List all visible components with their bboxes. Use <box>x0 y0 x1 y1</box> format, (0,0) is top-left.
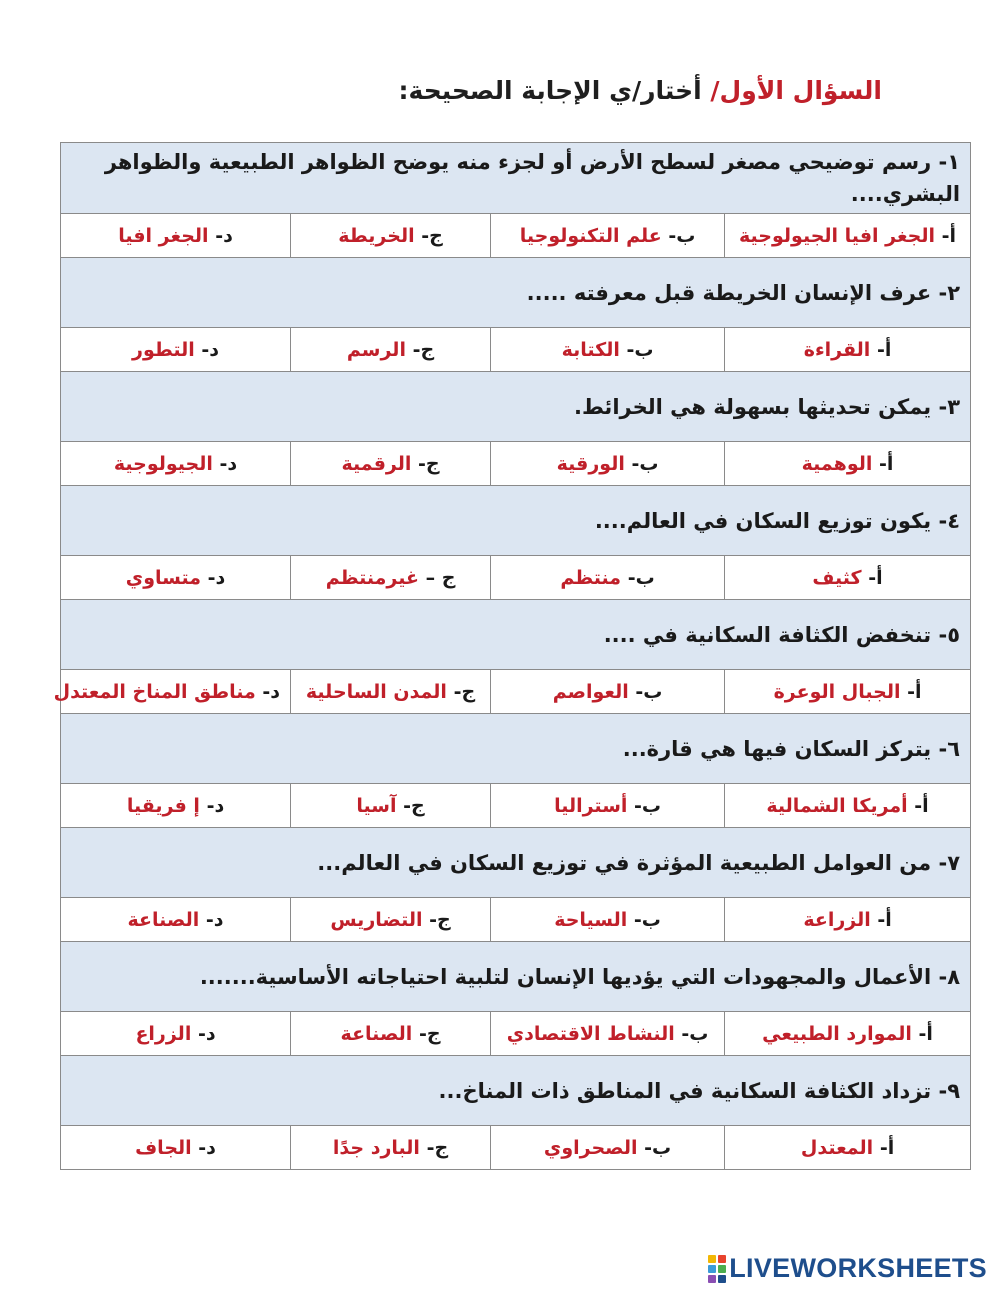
option-text: النشاط الاقتصادي <box>506 1022 675 1045</box>
brand-name: LIVEWORKSHEETS <box>729 1253 987 1283</box>
option-text: غيرمنتظم <box>325 566 419 589</box>
option-text: آسيا <box>356 794 397 817</box>
option-letter: ب- <box>627 566 655 589</box>
option-letter: ج – <box>425 566 456 589</box>
answer-option[interactable] <box>291 442 491 486</box>
question-text: ٤- يكون توزيع السكان في العالم.... <box>61 486 971 556</box>
option-text: الجغر افيا الجيولوجية <box>739 224 936 247</box>
option-letter: ج- <box>426 1136 449 1159</box>
answer-row <box>61 328 971 372</box>
answer-option[interactable] <box>291 328 491 372</box>
option-letter: ب- <box>633 908 661 931</box>
answer-option[interactable] <box>725 898 971 942</box>
question-text: ٦- يتركز السكان فيها هي قارة... <box>61 714 971 784</box>
option-letter: ب- <box>644 1136 672 1159</box>
answer-option[interactable] <box>291 1126 491 1170</box>
option-text: الصحراوي <box>543 1136 638 1159</box>
option-letter: ب- <box>668 224 696 247</box>
option-text: منتظم <box>560 566 622 589</box>
question-text: ٢- عرف الإنسان الخريطة قبل معرفته ..... <box>61 258 971 328</box>
answer-option[interactable] <box>61 214 291 258</box>
option-letter: ج- <box>418 452 440 475</box>
answer-option[interactable] <box>491 328 725 372</box>
answer-option[interactable] <box>61 556 291 600</box>
answer-option[interactable] <box>725 328 971 372</box>
question-row <box>61 1056 971 1126</box>
option-letter: ج- <box>429 908 451 931</box>
option-text: الخريطة <box>338 224 415 247</box>
option-text: الجاف <box>135 1136 192 1159</box>
option-letter: ج- <box>418 1022 441 1045</box>
option-text: المدن الساحلية <box>305 680 447 703</box>
heading-instruction: أختار/ي الإجابة الصحيحة: <box>398 76 702 105</box>
answer-option[interactable] <box>61 1126 291 1170</box>
option-letter: ب- <box>681 1022 709 1045</box>
option-text: أستراليا <box>554 794 628 817</box>
answer-option[interactable] <box>725 442 971 486</box>
option-text: التضاريس <box>330 908 423 931</box>
option-text: الزراعة <box>803 908 871 931</box>
answer-row <box>61 1126 971 1170</box>
option-letter: ب- <box>626 338 654 361</box>
answer-option[interactable] <box>725 1012 971 1056</box>
logo-icon <box>708 1255 726 1283</box>
answer-option[interactable] <box>491 556 725 600</box>
question-row <box>61 258 971 328</box>
question-text: ٣- يمكن تحديثها بسهولة هي الخرائط. <box>61 372 971 442</box>
option-letter: أ- <box>879 1136 895 1159</box>
option-letter: د- <box>197 1022 216 1045</box>
question-row <box>61 372 971 442</box>
answer-row <box>61 1012 971 1056</box>
option-text: أمريكا الشمالية <box>766 794 908 817</box>
option-text: الرسم <box>346 338 406 361</box>
option-letter: ب- <box>634 794 661 817</box>
option-text: الورقية <box>556 452 625 475</box>
question-text: ٧- من العوامل الطبيعية المؤثرة في توزيع السكان في العالم... <box>61 828 971 898</box>
option-letter: أ- <box>941 224 957 247</box>
option-text: مناطق المناخ المعتدل <box>53 680 256 703</box>
answer-row <box>61 784 971 828</box>
option-text: الصناعة <box>340 1022 413 1045</box>
option-text: الوهمية <box>801 452 873 475</box>
option-letter: ب- <box>631 452 659 475</box>
option-letter: د- <box>262 680 281 703</box>
answer-option[interactable] <box>53 670 291 714</box>
option-text: متساوي <box>125 566 201 589</box>
answer-option[interactable] <box>61 442 291 486</box>
answer-option[interactable] <box>61 784 291 828</box>
answer-option[interactable] <box>725 1126 971 1170</box>
option-letter: أ- <box>914 794 929 817</box>
option-letter: أ- <box>868 566 883 589</box>
answer-option[interactable] <box>61 1012 291 1056</box>
option-text: الكتابة <box>561 338 620 361</box>
answer-option[interactable] <box>291 670 491 714</box>
question-text: ١- رسم توضيحي مصغر لسطح الأرض أو لجزء منه يوضح الظواهر الطبيعية والظواهر البشري.... <box>61 143 971 214</box>
answer-option[interactable] <box>491 784 725 828</box>
question-text: ٩- تزداد الكثافة السكانية في المناطق ذات المناخ... <box>61 1056 971 1126</box>
option-letter: ب- <box>635 680 663 703</box>
option-text: العواصم <box>552 680 629 703</box>
answer-row <box>61 556 971 600</box>
question-row <box>61 714 971 784</box>
answer-option[interactable] <box>61 898 291 942</box>
option-letter: ج- <box>412 338 435 361</box>
question-text: ٥- تنخفض الكثافة السكانية في .... <box>61 600 971 670</box>
quiz-table <box>53 142 971 1170</box>
answer-option[interactable] <box>291 214 491 258</box>
option-text: كثيف <box>812 566 862 589</box>
option-letter: د- <box>215 224 233 247</box>
option-text: الجبال الوعرة <box>773 680 901 703</box>
option-letter: أ- <box>877 908 892 931</box>
option-text: علم التكنولوجيا <box>519 224 662 247</box>
answer-option[interactable] <box>491 898 725 942</box>
question-row <box>61 942 971 1012</box>
option-letter: أ- <box>907 680 922 703</box>
option-text: التطور <box>132 338 195 361</box>
option-letter: د- <box>198 1136 216 1159</box>
answer-row <box>61 898 971 942</box>
answer-option[interactable] <box>491 1126 725 1170</box>
answer-option[interactable] <box>725 214 971 258</box>
option-letter: ج- <box>403 794 425 817</box>
option-text: الصناعة <box>127 908 200 931</box>
answer-option[interactable] <box>291 898 491 942</box>
question-text: ٨- الأعمال والمجهودات التي يؤديها الإنسان لتلبية احتياجاته الأساسية....... <box>61 942 971 1012</box>
option-letter: أ- <box>876 338 892 361</box>
answer-option[interactable] <box>725 784 971 828</box>
page-heading <box>399 76 882 105</box>
option-letter: ج- <box>421 224 443 247</box>
question-row <box>61 486 971 556</box>
question-row <box>61 600 971 670</box>
option-letter: د- <box>201 338 220 361</box>
answer-row <box>61 670 971 714</box>
answer-option[interactable] <box>291 784 491 828</box>
option-letter: د- <box>206 794 225 817</box>
answer-option[interactable] <box>61 328 291 372</box>
option-letter: د- <box>205 908 224 931</box>
question-row <box>61 143 971 214</box>
heading-question-number: السؤال الأول/ <box>710 76 882 105</box>
liveworksheets-logo <box>708 1253 987 1284</box>
answer-option[interactable] <box>491 214 725 258</box>
answer-option[interactable] <box>491 1012 725 1056</box>
option-letter: ج- <box>453 680 476 703</box>
option-text: الجيولوجية <box>113 452 213 475</box>
option-text: الزراع <box>135 1022 192 1045</box>
answer-row <box>61 214 971 258</box>
option-text: السياحة <box>554 908 628 931</box>
option-text: القراءة <box>803 338 871 361</box>
question-row <box>61 828 971 898</box>
answer-option[interactable] <box>725 670 971 714</box>
option-text: البارد جدًا <box>332 1136 420 1159</box>
answer-option[interactable] <box>291 1012 491 1056</box>
option-text: المعتدل <box>800 1136 874 1159</box>
option-letter: د- <box>207 566 226 589</box>
option-text: الموارد الطبيعي <box>762 1022 912 1045</box>
answer-option[interactable] <box>725 556 971 600</box>
option-letter: د- <box>219 452 238 475</box>
answer-option[interactable] <box>491 442 725 486</box>
answer-option[interactable] <box>291 556 491 600</box>
option-letter: أ- <box>879 452 894 475</box>
answer-option[interactable] <box>491 670 725 714</box>
option-letter: أ- <box>918 1022 933 1045</box>
option-text: الرقمية <box>341 452 412 475</box>
answer-row <box>61 442 971 486</box>
option-text: إ فريقيا <box>126 794 200 817</box>
option-text: الجغر افيا <box>118 224 209 247</box>
